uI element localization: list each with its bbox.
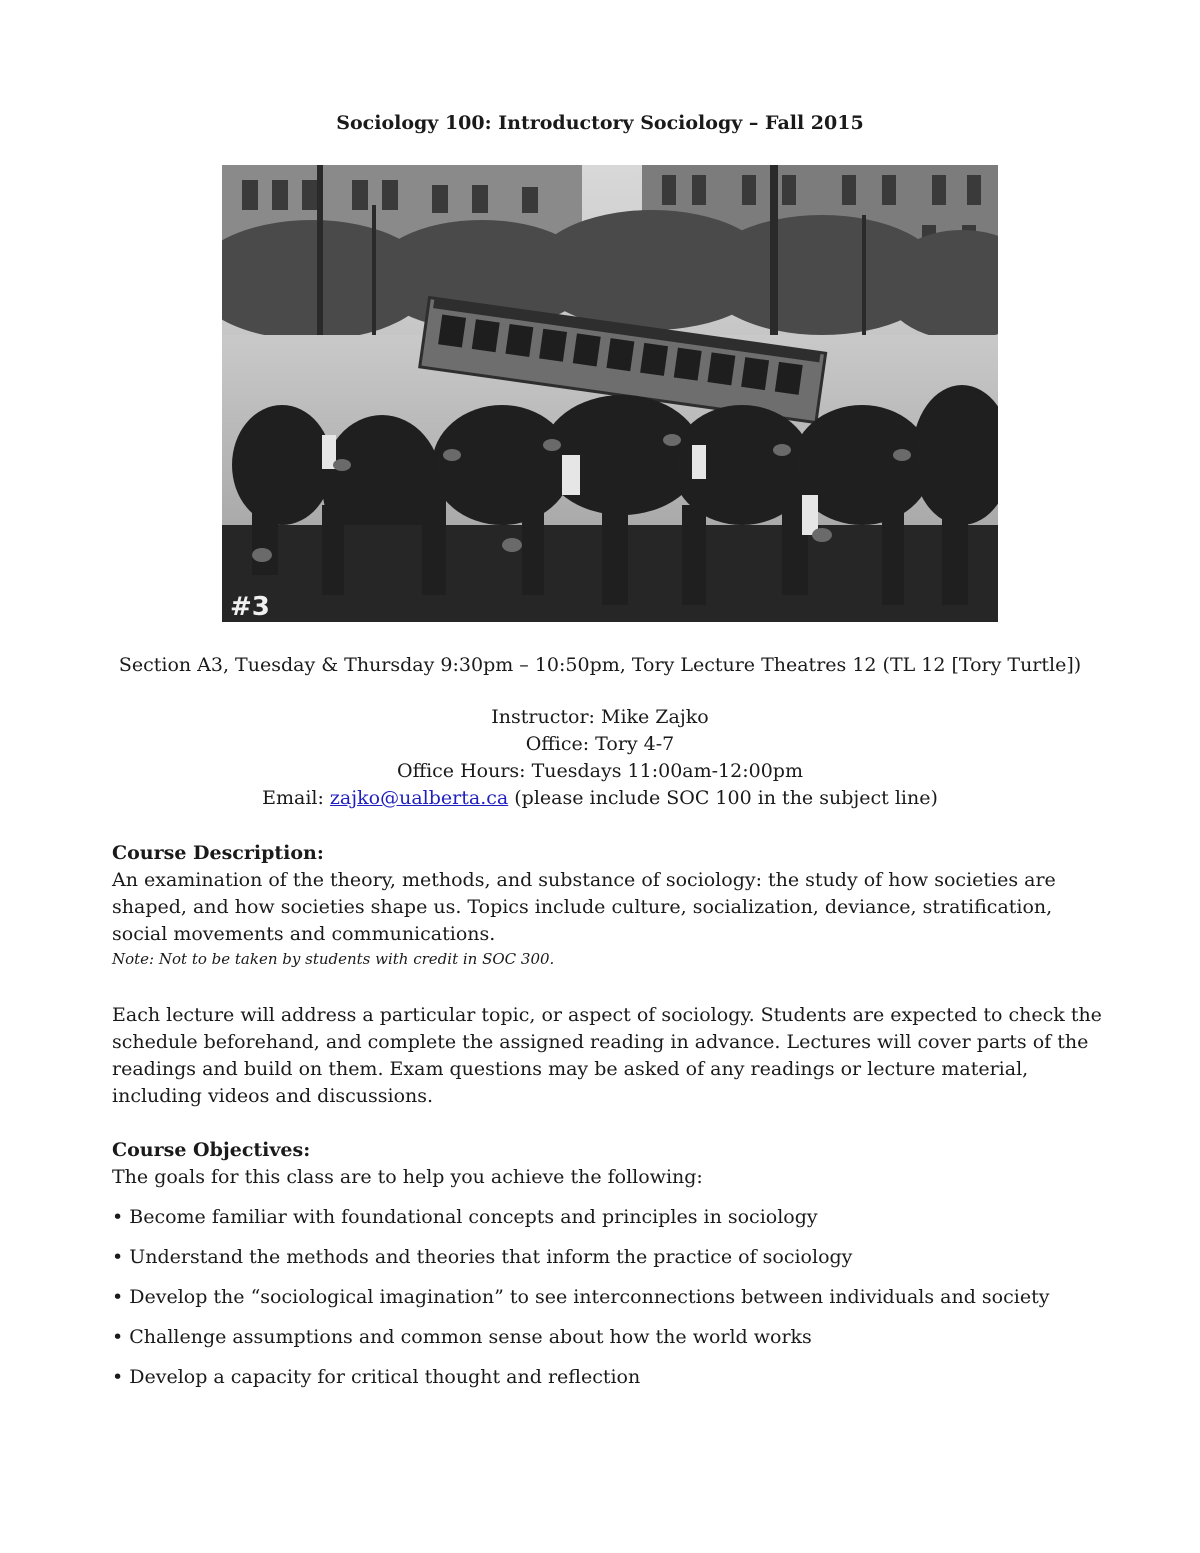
objective-item: • Become familiar with foundational concepts and principles in sociology — [112, 1206, 818, 1228]
office-hours-line: Office Hours: Tuesdays 11:00am-12:00pm — [397, 760, 803, 782]
course-description-heading: Course Description: — [112, 842, 324, 864]
instructor-line: Instructor: Mike Zajko — [491, 706, 709, 728]
page-title: Sociology 100: Introductory Sociology – Fall 2015 — [336, 112, 864, 134]
contact-info — [0, 704, 1200, 812]
photo-label: #3 — [230, 592, 270, 622]
email-link[interactable]: zajko@ualberta.ca — [329, 787, 509, 809]
objective-item: • Develop the “sociological imagination” to see interconnections between individuals and society — [112, 1286, 1050, 1308]
course-description — [112, 840, 1102, 970]
objective-item: • Understand the methods and theories that inform the practice of sociology — [112, 1246, 853, 1268]
course-description-body: An examination of the theory, methods, and substance of sociology: the study of how societies are shaped, and how societies shape us. Topics include culture, socialization, deviance, stratification, social movements and communications. — [112, 869, 1056, 945]
course-description-note: Note: Not to be taken by students with credit in SOC 300. — [112, 950, 555, 968]
streetcar-riot-photo — [222, 165, 998, 622]
objective-item: • Challenge assumptions and common sense about how the world works — [112, 1326, 812, 1348]
lecture-info: Each lecture will address a particular topic, or aspect of sociology. Students are expected to check the schedule beforehand, and complete the assigned reading in advance. Lectures will cover parts of the readings and build on them. Exam questions may be asked of any readings or lecture material, including videos and discussions. — [112, 1004, 1102, 1107]
office-line: Office: Tory 4-7 — [525, 733, 675, 755]
email-suffix: (please include SOC 100 in the subject line) — [508, 787, 938, 809]
objective-item: • Develop a capacity for critical thought and reflection — [112, 1366, 641, 1388]
course-objectives — [112, 1137, 1102, 1391]
course-objectives-heading: Course Objectives: — [112, 1139, 311, 1161]
email-line — [0, 785, 1200, 812]
email-prefix: Email: — [262, 787, 330, 809]
section-info: Section A3, Tuesday & Thursday 9:30pm – 10:50pm, Tory Lecture Theatres 12 (TL 12 [Tory Turtle]) — [118, 654, 1082, 676]
course-objectives-intro: The goals for this class are to help you achieve the following: — [112, 1166, 703, 1188]
